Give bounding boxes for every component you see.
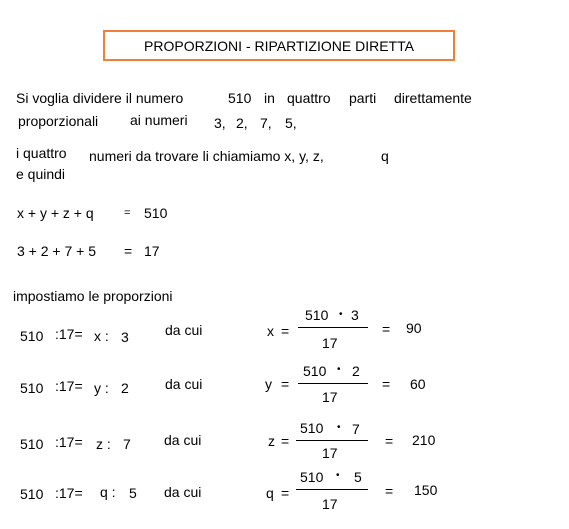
equals-sign: = <box>382 376 391 392</box>
intro-text: e quindi <box>16 166 66 182</box>
result-value: 210 <box>412 432 436 448</box>
proportion-left: 510 <box>20 328 44 344</box>
da-cui-label: da cui <box>164 432 202 448</box>
intro-number: 2, <box>236 115 248 131</box>
proportion-factor: 3 <box>121 329 129 345</box>
proportion-factor: 5 <box>129 485 137 501</box>
intro-number: 510 <box>228 90 252 106</box>
denominator: 17 <box>322 496 338 512</box>
numerator-b: 3 <box>351 307 359 323</box>
proportion-ratio: :17= <box>55 434 83 450</box>
multiply-dot: • <box>337 422 341 433</box>
proportion-ratio: :17= <box>55 485 83 501</box>
proportion-left: 510 <box>20 380 44 396</box>
intro-text: i quattro <box>16 145 67 161</box>
result-variable: z <box>268 433 275 449</box>
intro-number: 7, <box>260 115 272 131</box>
sum-vars-value: 510 <box>144 205 168 221</box>
intro-text: in <box>264 90 275 106</box>
result-variable: q <box>266 485 274 501</box>
proportion-factor: 7 <box>123 436 131 452</box>
numerator-b: 7 <box>352 421 360 437</box>
da-cui-label: da cui <box>164 484 202 500</box>
equals-sign: = <box>382 321 391 337</box>
intro-text: direttamente <box>394 90 472 106</box>
sum-nums-value: 17 <box>144 243 160 259</box>
denominator: 17 <box>322 335 338 351</box>
numerator-b: 5 <box>354 469 362 485</box>
title-box <box>103 30 455 61</box>
proportion-var-expr: z : <box>96 436 111 452</box>
intro-text: Si voglia dividere il numero <box>16 90 184 106</box>
numerator-a: 510 <box>300 469 324 485</box>
intro-text: numeri da trovare li chiamiamo x, y, z, <box>89 148 324 164</box>
intro-text: parti <box>349 90 377 106</box>
equals-sign: = <box>281 323 290 339</box>
proportion-left: 510 <box>20 486 44 502</box>
intro-text: quattro <box>287 90 331 106</box>
equals-sign: = <box>385 483 394 499</box>
proportion-factor: 2 <box>121 380 129 396</box>
page-title: PROPORZIONI - RIPARTIZIONE DIRETTA <box>144 37 414 54</box>
result-variable: y <box>265 376 272 392</box>
fraction-bar <box>298 327 368 328</box>
numerator-b: 2 <box>352 363 360 379</box>
sum-nums-eq: = <box>124 243 133 259</box>
sum-vars-eq: = <box>124 207 131 219</box>
numerator-a: 510 <box>303 363 327 379</box>
result-value: 90 <box>406 320 422 336</box>
da-cui-label: da cui <box>165 376 203 392</box>
result-variable: x <box>267 323 274 339</box>
intro-text: q <box>381 148 389 164</box>
equals-sign: = <box>281 433 290 449</box>
sum-nums-expr: 3 + 2 + 7 + 5 <box>17 243 97 259</box>
fraction-bar <box>298 383 368 384</box>
proportion-var-expr: q : <box>100 484 116 500</box>
proportion-var-expr: x : <box>94 328 109 344</box>
equals-sign: = <box>385 433 394 449</box>
intro-number: 5, <box>285 115 297 131</box>
fraction-bar <box>296 489 368 490</box>
proportion-var-expr: y : <box>94 380 109 396</box>
equals-sign: = <box>281 376 290 392</box>
proportion-ratio: :17= <box>55 326 83 342</box>
equals-sign: = <box>281 485 290 501</box>
numerator-a: 510 <box>305 307 329 323</box>
intro-text: proporzionali <box>18 113 99 129</box>
intro-number: 3, <box>214 115 226 131</box>
multiply-dot: • <box>336 470 340 481</box>
multiply-dot: • <box>339 309 343 320</box>
da-cui-label: da cui <box>165 322 203 338</box>
proportion-ratio: :17= <box>55 378 83 394</box>
result-value: 150 <box>414 482 438 498</box>
multiply-dot: • <box>337 364 341 375</box>
denominator: 17 <box>322 445 338 461</box>
denominator: 17 <box>322 389 338 405</box>
intro-text: ai numeri <box>130 112 188 128</box>
fraction-bar <box>296 440 368 441</box>
proportion-left: 510 <box>20 436 44 452</box>
result-value: 60 <box>410 376 426 392</box>
setup-text: impostiamo le proporzioni <box>13 288 173 304</box>
sum-vars-expr: x + y + z + q <box>17 205 94 221</box>
numerator-a: 510 <box>300 420 324 436</box>
